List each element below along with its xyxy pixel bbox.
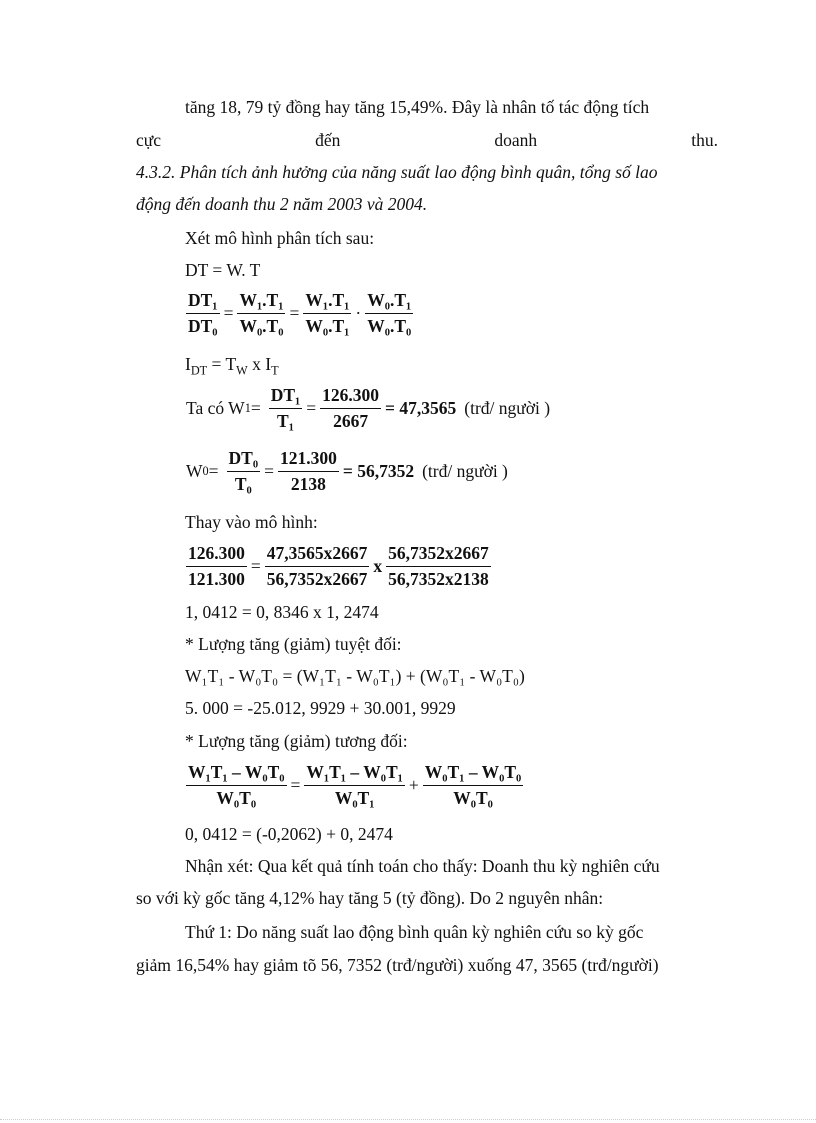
fraction: $\frac{\text{W₁.T₁}}{\text{W₀.T₀}}$ [239,290,284,336]
text-rel-num: 0, 0412 = (-0,2062) + 0, 2474 [185,824,393,844]
text-calc1: 1, 0412 = 0, 8346 x 1, 2474 [185,602,379,622]
formula-w1: Ta có W 1 = $\frac{\text{DT₁}}{\text{T₁}}$ = $\frac{126.300}{2667}$ = 47,3565 (trđ/ người ) [186,385,551,431]
fraction: $\frac{47,3565x2667}{56,7352x2667}$ [266,543,368,589]
section-heading-line-1: 4.3.2. Phân tích ảnh hưởng của năng suất lao động bình quân, tổng số lao [136,162,658,182]
formula-w0: W 0 = $\frac{\text{DT₀}}{\text{T₀}}$ = $\frac{121.300}{2138}$ = 56,7352 (trđ/ người ) [186,448,508,494]
text-thu-1-b: giảm 16,54% hay giảm tõ 56, 7352 (trđ/người) xuống 47, 3565 (trđ/người) [136,955,659,975]
text-abs-num: 5. 000 = -25.012, 9929 + 30.001, 9929 [185,698,456,718]
fraction: $\frac{\text{W₀T₁ – W₀T₀}}{\text{W₀T₀}}$ [424,762,522,808]
fraction: $\frac{126.300}{121.300}$ [188,543,245,589]
text-thu-1-a: Thứ 1: Do năng suất lao động bình quân kỳ nghiên cứu so kỳ gốc [185,922,644,942]
text-abs-title: * Lượng tăng (giảm) tuyệt đối: [185,634,402,654]
text-line-2 [136,132,718,150]
formula-index-model: $\frac{\text{DT₁}}{\text{DT₀}}$ = $\frac{\text{W₁.T₁}}{\text{W₀.T₀}}$ = $\frac{\text{W₁.T₁}}{\text{W₀.T₁}}$ · $\frac{\text{W₀.T₁}}{\text{W₀.T₀}}$ [188,290,412,336]
fraction: $\frac{\text{DT₁}}{\text{DT₀}}$ [188,290,218,336]
text-abs-eq: W₁T₁ - W₀T₀ = (W₁T₁ - W₀T₁) + (W₀T₁ - W₀T₀) [185,666,525,686]
text-thay: Thay vào mô hình: [185,512,318,532]
word: đến [315,130,341,150]
fraction: $\frac{\text{W₁T₁ – W₀T₁}}{\text{W₀T₁}}$ [306,762,403,808]
formula-model-values: $\frac{126.300}{121.300}$ = $\frac{47,3565x2667}{56,7352x2667}$ x $\frac{56,7352x2667}{56,7352x2138}$ [188,543,489,589]
text-dt-eq: DT = W. T [185,260,261,280]
fraction: $\frac{\text{DT₀}}{\text{T₀}}$ [228,448,259,494]
word: cực [136,130,162,150]
text-nhan-xet-1: Nhận xét: Qua kết quả tính toán cho thấy: Doanh thu kỳ nghiên cứu [185,856,660,876]
text-line-1: tăng 18, 79 tỷ đồng hay tăng 15,49%. Đây là nhân tố tác động tích [185,97,650,117]
fraction: $\frac{\text{W₁T₁ – W₀T₀}}{\text{W₀T₀}}$ [188,762,285,808]
formula-relative: $\frac{\text{W₁T₁ – W₀T₀}}{\text{W₀T₀}}$ = $\frac{\text{W₁T₁ – W₀T₁}}{\text{W₀T₁}}$ + $\frac{\text{W₀T₁ – W₀T₀}}{\text{W₀T₀}}$ [188,762,522,808]
fraction: $\frac{\text{W₀.T₁}}{\text{W₀.T₀}}$ [367,290,412,336]
section-heading-line-2: động đến doanh thu 2 năm 2003 và 2004. [136,194,428,214]
fraction: $\frac{\text{W₁.T₁}}{\text{W₀.T₁}}$ [305,290,350,336]
fraction: $\frac{121.300}{2138}$ [279,448,337,494]
word: doanh [494,130,538,150]
fraction: $\frac{56,7352x2667}{56,7352x2138}$ [388,543,489,589]
fraction: $\frac{126.300}{2667}$ [322,385,380,431]
page-bottom-divider [0,1119,816,1120]
text-xet: Xét mô hình phân tích sau: [185,228,375,248]
text-index-eq: $I_{DT} = T_W$ x $I_T$ [185,354,279,378]
fraction: $\frac{\text{DT₁}}{\text{T₁}}$ [270,385,301,431]
text-nhan-xet-2: so với kỳ gốc tăng 4,12% hay tăng 5 (tỷ đồng). Do 2 nguyên nhân: [136,888,604,908]
text-rel-title: * Lượng tăng (giảm) tương đối: [185,731,408,751]
word: thu. [691,130,718,150]
